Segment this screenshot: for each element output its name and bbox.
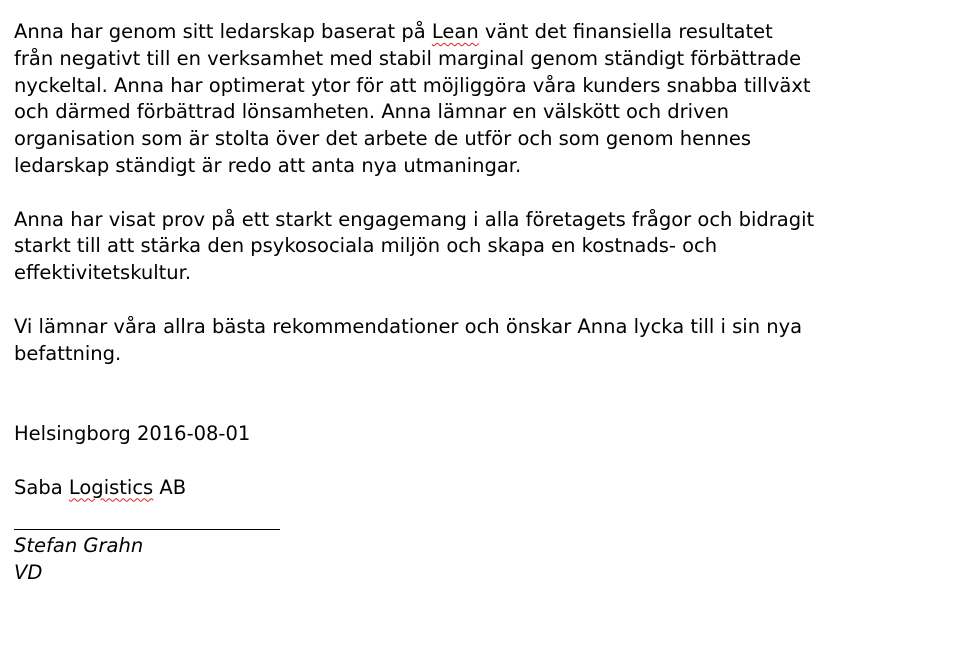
company-name	[14, 475, 949, 502]
spellcheck-flagged-word[interactable]: Lean	[431, 20, 479, 43]
empty-line	[14, 287, 949, 314]
paragraph-line: och därmed förbättrad lönsamheten. Anna lämnar en välskött och driven	[14, 100, 729, 124]
place-date: Helsingborg 2016-08-01	[14, 421, 251, 445]
text-run: Anna har genom sitt ledarskap baserat på	[14, 20, 432, 43]
signature-line	[14, 529, 280, 530]
document-body	[14, 19, 949, 587]
paragraph-line: Vi lämnar våra allra bästa rekommendationer och önskar Anna lycka till i sin nya	[14, 314, 803, 338]
empty-line	[14, 448, 949, 475]
paragraph-line: starkt till att stärka den psykosociala miljön och skapa en kostnads- och	[14, 234, 718, 258]
paragraph-line	[14, 19, 949, 46]
paragraph-line: ledarskap ständigt är redo att anta nya utmaningar.	[14, 153, 522, 177]
text-run: vänt det finansiella resultatet	[478, 20, 773, 43]
signatory-title: VD	[14, 561, 43, 585]
paragraph-line: Anna har visat prov på ett starkt engagemang i alla företagets frågor och bidragit	[14, 207, 815, 231]
paragraph-recommendation	[14, 314, 949, 368]
empty-line	[14, 394, 949, 421]
paragraph-line: från negativt till en verksamhet med stabil marginal genom ständigt förbättrade	[14, 46, 802, 70]
paragraph-line: effektivitetskultur.	[14, 261, 192, 285]
spellcheck-flagged-word[interactable]: Logistics	[68, 475, 154, 499]
paragraph-intro	[14, 19, 949, 180]
paragraph-line: befattning.	[14, 341, 122, 365]
text-run: Saba	[14, 475, 69, 499]
paragraph-line: nyckeltal. Anna har optimerat ytor för att möjliggöra våra kunders snabba tillväxt	[14, 73, 811, 97]
paragraph-line: organisation som är stolta över det arbete de utför och som genom hennes	[14, 127, 752, 151]
empty-line	[14, 367, 949, 394]
empty-line	[14, 180, 949, 207]
signatory-name: Stefan Grahn	[14, 534, 144, 558]
paragraph-engagement	[14, 207, 949, 287]
text-run: AB	[153, 475, 187, 499]
